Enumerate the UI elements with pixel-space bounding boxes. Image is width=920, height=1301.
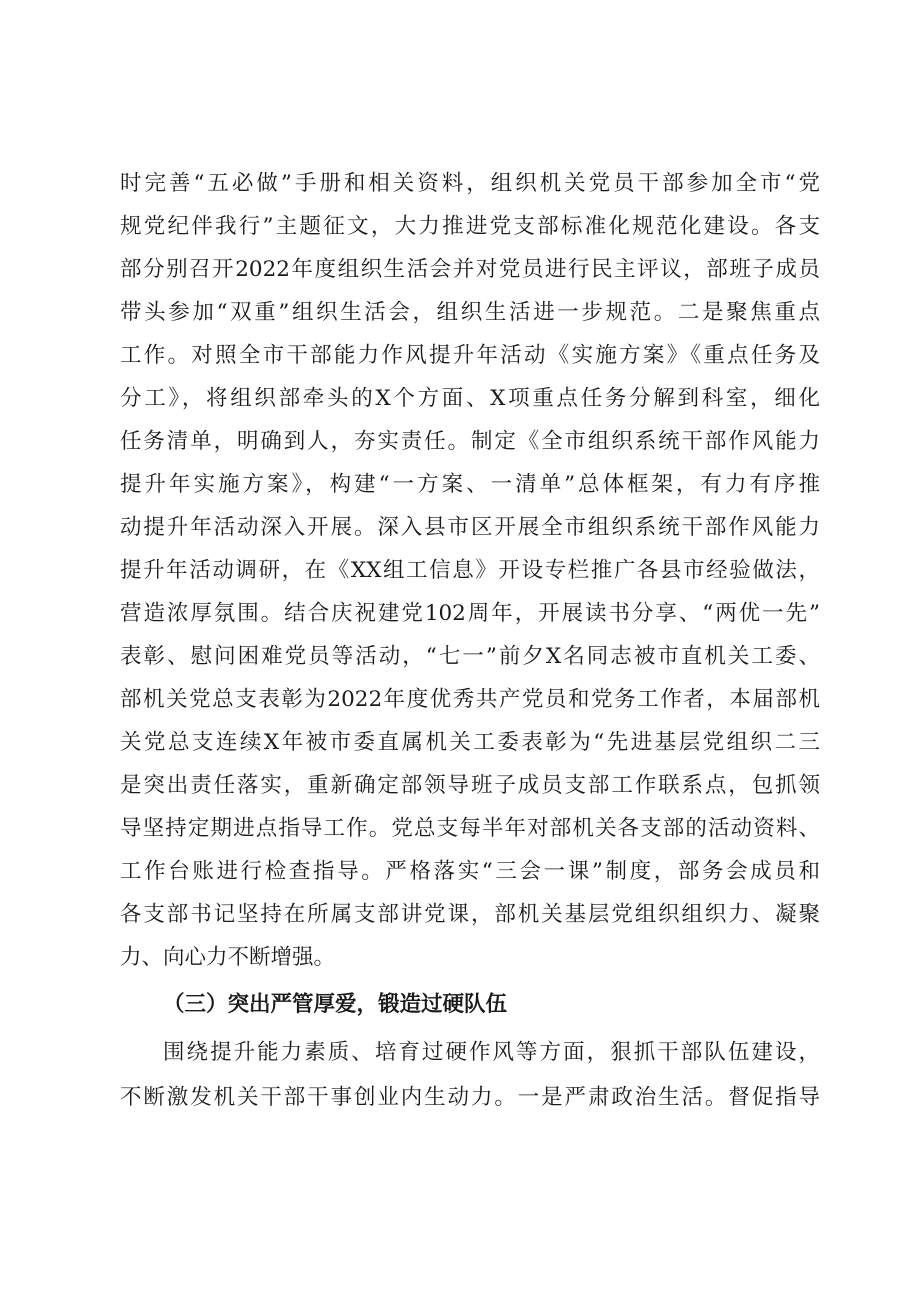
text-line: 动提升年活动深入开展。深入县市区开展全市组织系统干部作风能力 — [120, 515, 820, 540]
text-line: 表彰、慰问困难党员等活动，“七一”前夕X名同志被市直机关工委、 — [120, 644, 820, 669]
text-line: 带头参加“双重”组织生活会，组织生活进一步规范。二是聚焦重点 — [120, 300, 820, 325]
text-line: 营造浓厚氛围。结合庆祝建党102周年，开展读书分享、“两优一先” — [120, 601, 820, 626]
text-line: 关党总支连续X年被市委直属机关工委表彰为“先进基层党组织二三 — [120, 730, 820, 755]
text-line: 围绕提升能力素质、培育过硬作风等方面，狠抓干部队伍建设， — [163, 1040, 820, 1065]
text-line: 时完善“五必做”手册和相关资料，组织机关党员干部参加全市“党 — [120, 171, 820, 196]
text-line: 工作台账进行检查指导。严格落实“三会一课”制度，部务会成员和 — [120, 859, 820, 884]
text-line: 规党纪伴我行”主题征文，大力推进党支部标准化规范化建设。各支 — [120, 214, 820, 239]
text-line: 是突出责任落实，重新确定部领导班子成员支部工作联系点，包抓领 — [120, 773, 820, 798]
section-heading: （三）突出严管厚爱，锻造过硬队伍 — [163, 992, 508, 1017]
text-line: 部机关党总支表彰为2022年度优秀共产党员和党务工作者，本届部机 — [120, 687, 820, 712]
text-line: 不断激发机关干部干事创业内生动力。一是严肃政治生活。督促指导 — [120, 1085, 820, 1110]
text-line: 分工》，将组织部牵头的X个方面、X项重点任务分解到科室，细化 — [120, 386, 820, 411]
text-line: 导坚持定期进点指导工作。党总支每半年对部机关各支部的活动资料、 — [120, 816, 820, 841]
text-line: 提升年活动调研，在《XX组工信息》开设专栏推广各县市经验做法， — [120, 558, 820, 583]
text-line: 力、向心力不断增强。 — [120, 945, 336, 970]
text-line: 提升年实施方案》，构建“一方案、一清单”总体框架，有力有序推 — [120, 472, 820, 497]
text-line: 部分别召开2022年度组织生活会并对党员进行民主评议，部班子成员 — [120, 257, 820, 282]
text-line: 工作。对照全市干部能力作风提升年活动《实施方案》《重点任务及 — [120, 343, 820, 368]
text-line: 任务清单，明确到人，夯实责任。制定《全市组织系统干部作风能力 — [120, 429, 820, 454]
text-line: 各支部书记坚持在所属支部讲党课，部机关基层党组织组织力、凝聚 — [120, 902, 820, 927]
